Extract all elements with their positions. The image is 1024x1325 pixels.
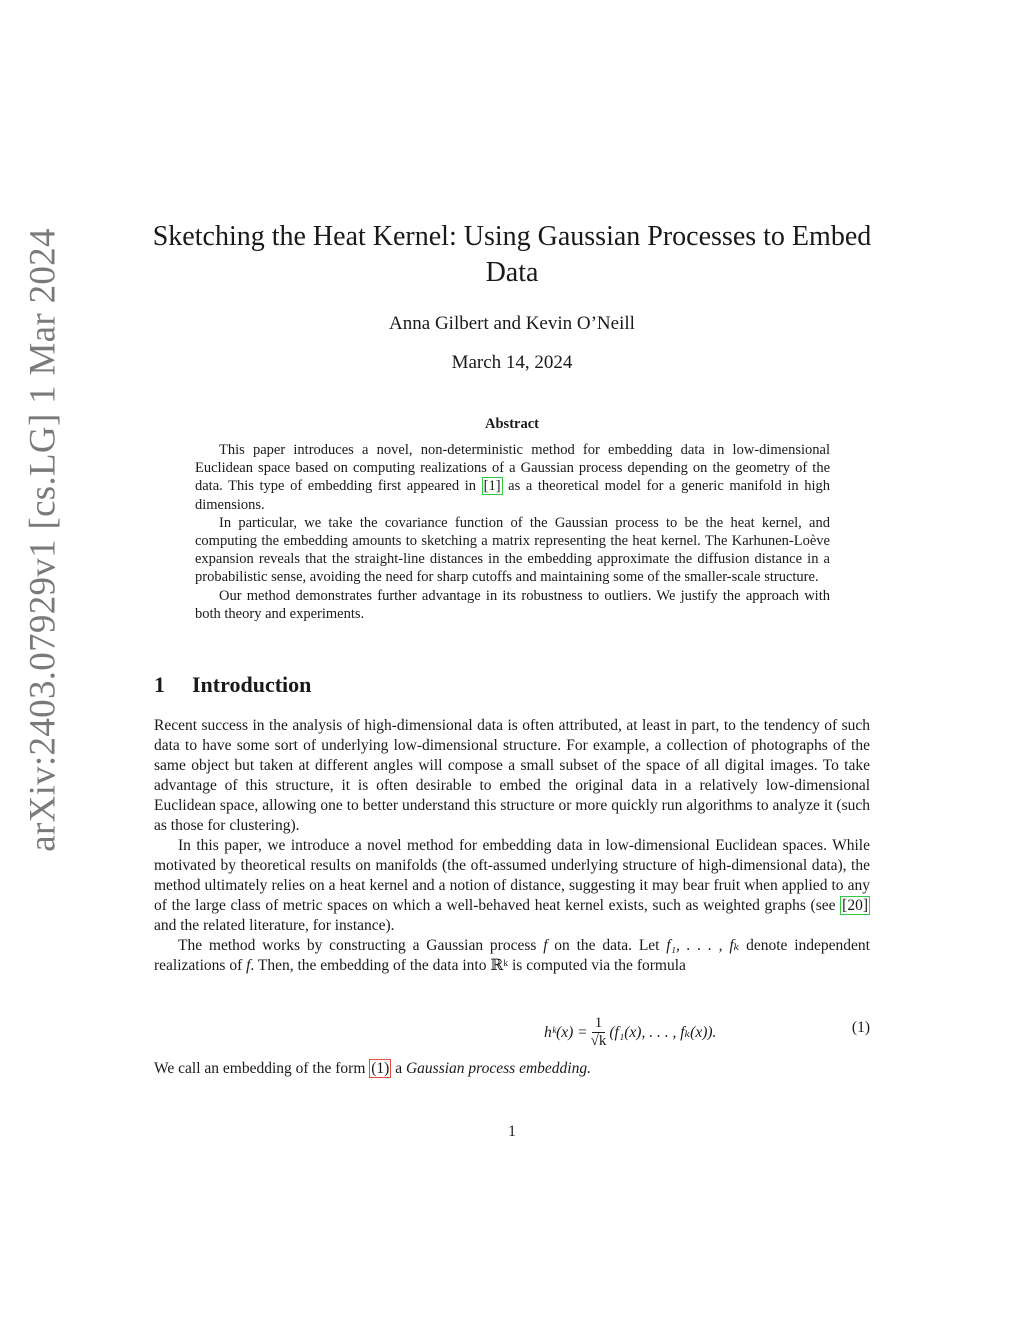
abstract-paragraph: Our method demonstrates further advantage in its robustness to outliers. We justify the approach with both theory and experiments. xyxy=(195,587,830,622)
paper-authors: Anna Gilbert and Kevin O’Neill xyxy=(389,313,635,334)
body-paragraph: In this paper, we introduce a novel method for embedding data in low-dimensional Euclidean spaces. While motivated by theoretical results on manifolds (the oft-assumed underlying structure of high-dimensional data), the method ultimately relies on a heat kernel and a notion of distance, suggesting it may bear fruit when applied to any of the large class of metric spaces on which a well-behaved heat kernel exists, such as weighted graphs (see [20] and the related literature, for instance). xyxy=(154,837,870,934)
section-title: Introduction xyxy=(192,672,312,697)
paper-date: March 14, 2024 xyxy=(451,352,573,373)
equation-ref-link[interactable]: (1) xyxy=(371,1060,390,1077)
equation-fraction: $\frac{1}{√k}$ xyxy=(590,1015,607,1049)
body-paragraph: We call an embedding of the form (1) a Gaussian process embedding. xyxy=(154,1060,591,1077)
equation-1 xyxy=(154,1009,870,1055)
arxiv-id: arXiv:2403.07929v1 [cs.LG] 1 Mar 2024 xyxy=(22,228,64,852)
citation-link[interactable]: [20] xyxy=(842,897,868,914)
section-heading xyxy=(154,672,311,698)
equation-lhs: hᵏ(x) = xyxy=(544,1023,588,1041)
body-paragraph: Recent success in the analysis of high-dimensional data is often attributed, at least in part, to the tendency of such data to have some sort of underlying low-dimensional structure. For example, a collection of photographs of the same object but taken at different angles will compose a small subset of the space of all digital images. To take advantage of this structure, it is often desirable to embed the original data in a relatively low-dimensional Euclidean space, allowing one to better understand this structure or more quickly run algorithms to analyze it (such as those for clustering). xyxy=(154,717,870,834)
page-number: 1 xyxy=(508,1123,516,1140)
body-paragraph: The method works by constructing a Gaussian process f on the data. Let f₁, . . . , fₖ denote independent realizations of f. Then, the embedding of the data into ℝᵏ is computed via the formula xyxy=(154,937,870,974)
body-text xyxy=(154,716,870,976)
citation-link[interactable]: [1] xyxy=(483,478,501,495)
abstract-heading: Abstract xyxy=(485,416,539,432)
abstract xyxy=(195,441,830,623)
paper-title: Sketching the Heat Kernel: Using Gaussian Processes to Embed Data xyxy=(152,221,872,288)
section-number: 1 xyxy=(154,672,165,697)
term-italic: Gaussian process embedding. xyxy=(405,1060,591,1077)
equation-rhs: (f₁(x), . . . , fₖ(x)). xyxy=(609,1024,717,1041)
arxiv-stamp xyxy=(8,190,78,890)
equation-number: (1) xyxy=(851,1019,870,1036)
abstract-paragraph: This paper introduces a novel, non-deterministic method for embedding data in low-dimensional Euclidean space based on computing realizations of a Gaussian process depending on the geometry of the data. This type of embedding first appeared in [1] as a theoretical model for a generic manifold in high dimensions. xyxy=(195,442,830,513)
abstract-paragraph: In particular, we take the covariance function of the Gaussian process to be the heat kernel, and computing the embedding amounts to sketching a matrix representing the heat kernel. The Karhunen-Loève expansion reveals that the straight-line distances in the embedding approximate the diffusion distance in a probabilistic sense, avoiding the need for sharp cutoffs and maintaining some of the smaller-scale structure. xyxy=(195,514,830,586)
